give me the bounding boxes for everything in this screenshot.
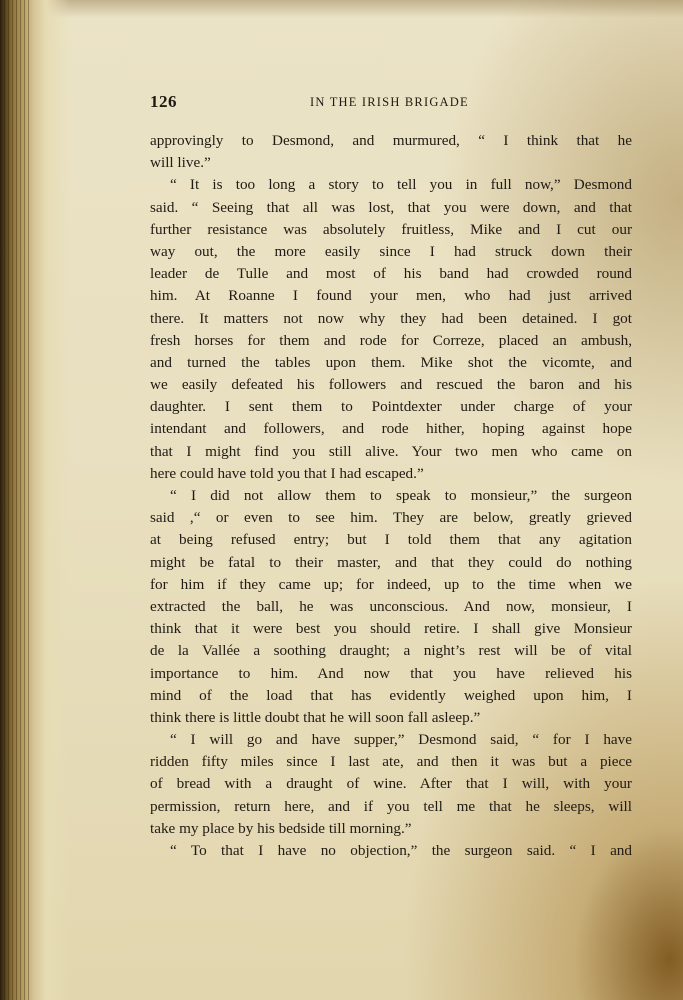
text-line: intendant and followers, and rode hither, hoping against hope (150, 420, 632, 438)
text-line: way out, the more easily since I had struck down their (150, 242, 632, 260)
text-line: “ I will go and have supper,” Desmond said, “ for I have (170, 731, 632, 749)
text-line: de la Vallée a soothing draught; a night’s rest will be of vital (150, 642, 632, 660)
body-text (150, 130, 632, 862)
text-line: there. It matters not now why they had been detained. I got (150, 309, 632, 327)
text-line: “ To that I have no objection,” the surgeon said. “ I and (170, 842, 632, 859)
text-line: approvingly to Desmond, and murmured, “ I think that he (150, 132, 632, 149)
text-line: daughter. I sent them to Pointdexter under charge of your (150, 398, 632, 416)
text-line: said ,“ or even to see him. They are below, greatly grieved (150, 509, 632, 527)
text-line: “ I did not allow them to speak to monsieur,” the surgeon (170, 487, 632, 504)
text-line: and turned the tables upon them. Mike shot the vicomte, and (150, 353, 632, 371)
text-line: mind of the load that has evidently weighed upon him, I (150, 686, 632, 704)
text-line: of bread with a draught of wine. After that I will, with your (150, 775, 632, 793)
text-line: said. “ Seeing that all was lost, that you were down, and that (150, 198, 632, 216)
text-line: fresh horses for them and rode for Correze, placed an ambush, (150, 331, 632, 349)
text-line: will live.” (150, 154, 211, 172)
running-head: IN THE IRISH BRIGADE (310, 95, 469, 109)
text-line: take my place by his bedside till morning.” (150, 819, 412, 837)
text-line: for him if they came up; for indeed, up to the time when we (150, 575, 632, 593)
text-line: at being refused entry; but I told them that any agitation (150, 531, 632, 549)
page-number: 126 (150, 92, 177, 111)
text-line: think that it were best you should retire. I shall give Monsieur (150, 620, 632, 638)
text-line: here could have told you that I had escaped.” (150, 464, 424, 482)
text-line: ridden fifty miles since I last ate, and then it was but a piece (150, 753, 632, 771)
text-line: leader de Tulle and most of his band had crowded round (150, 265, 632, 283)
page-header (150, 92, 632, 116)
text-line: might be fatal to their master, and that they could do nothing (150, 553, 632, 571)
text-line: that I might find you still alive. Your two men who came on (150, 442, 632, 460)
text-line: him. At Roanne I found your men, who had just arrived (150, 287, 632, 305)
text-line: think there is little doubt that he will soon fall asleep.” (150, 708, 481, 726)
page-edge-shadow (0, 0, 30, 1000)
text-line: importance to him. And now that you have relieved his (150, 664, 632, 682)
text-line: we easily defeated his followers and rescued the baron and his (150, 376, 632, 394)
text-line: permission, return here, and if you tell me that he sleeps, will (150, 797, 632, 815)
text-line: “ It is too long a story to tell you in full now,” Desmond (170, 176, 632, 194)
text-line: further resistance was absolutely fruitless, Mike and I cut our (150, 220, 632, 238)
text-line: extracted the ball, he was unconscious. And now, monsieur, I (150, 597, 632, 615)
